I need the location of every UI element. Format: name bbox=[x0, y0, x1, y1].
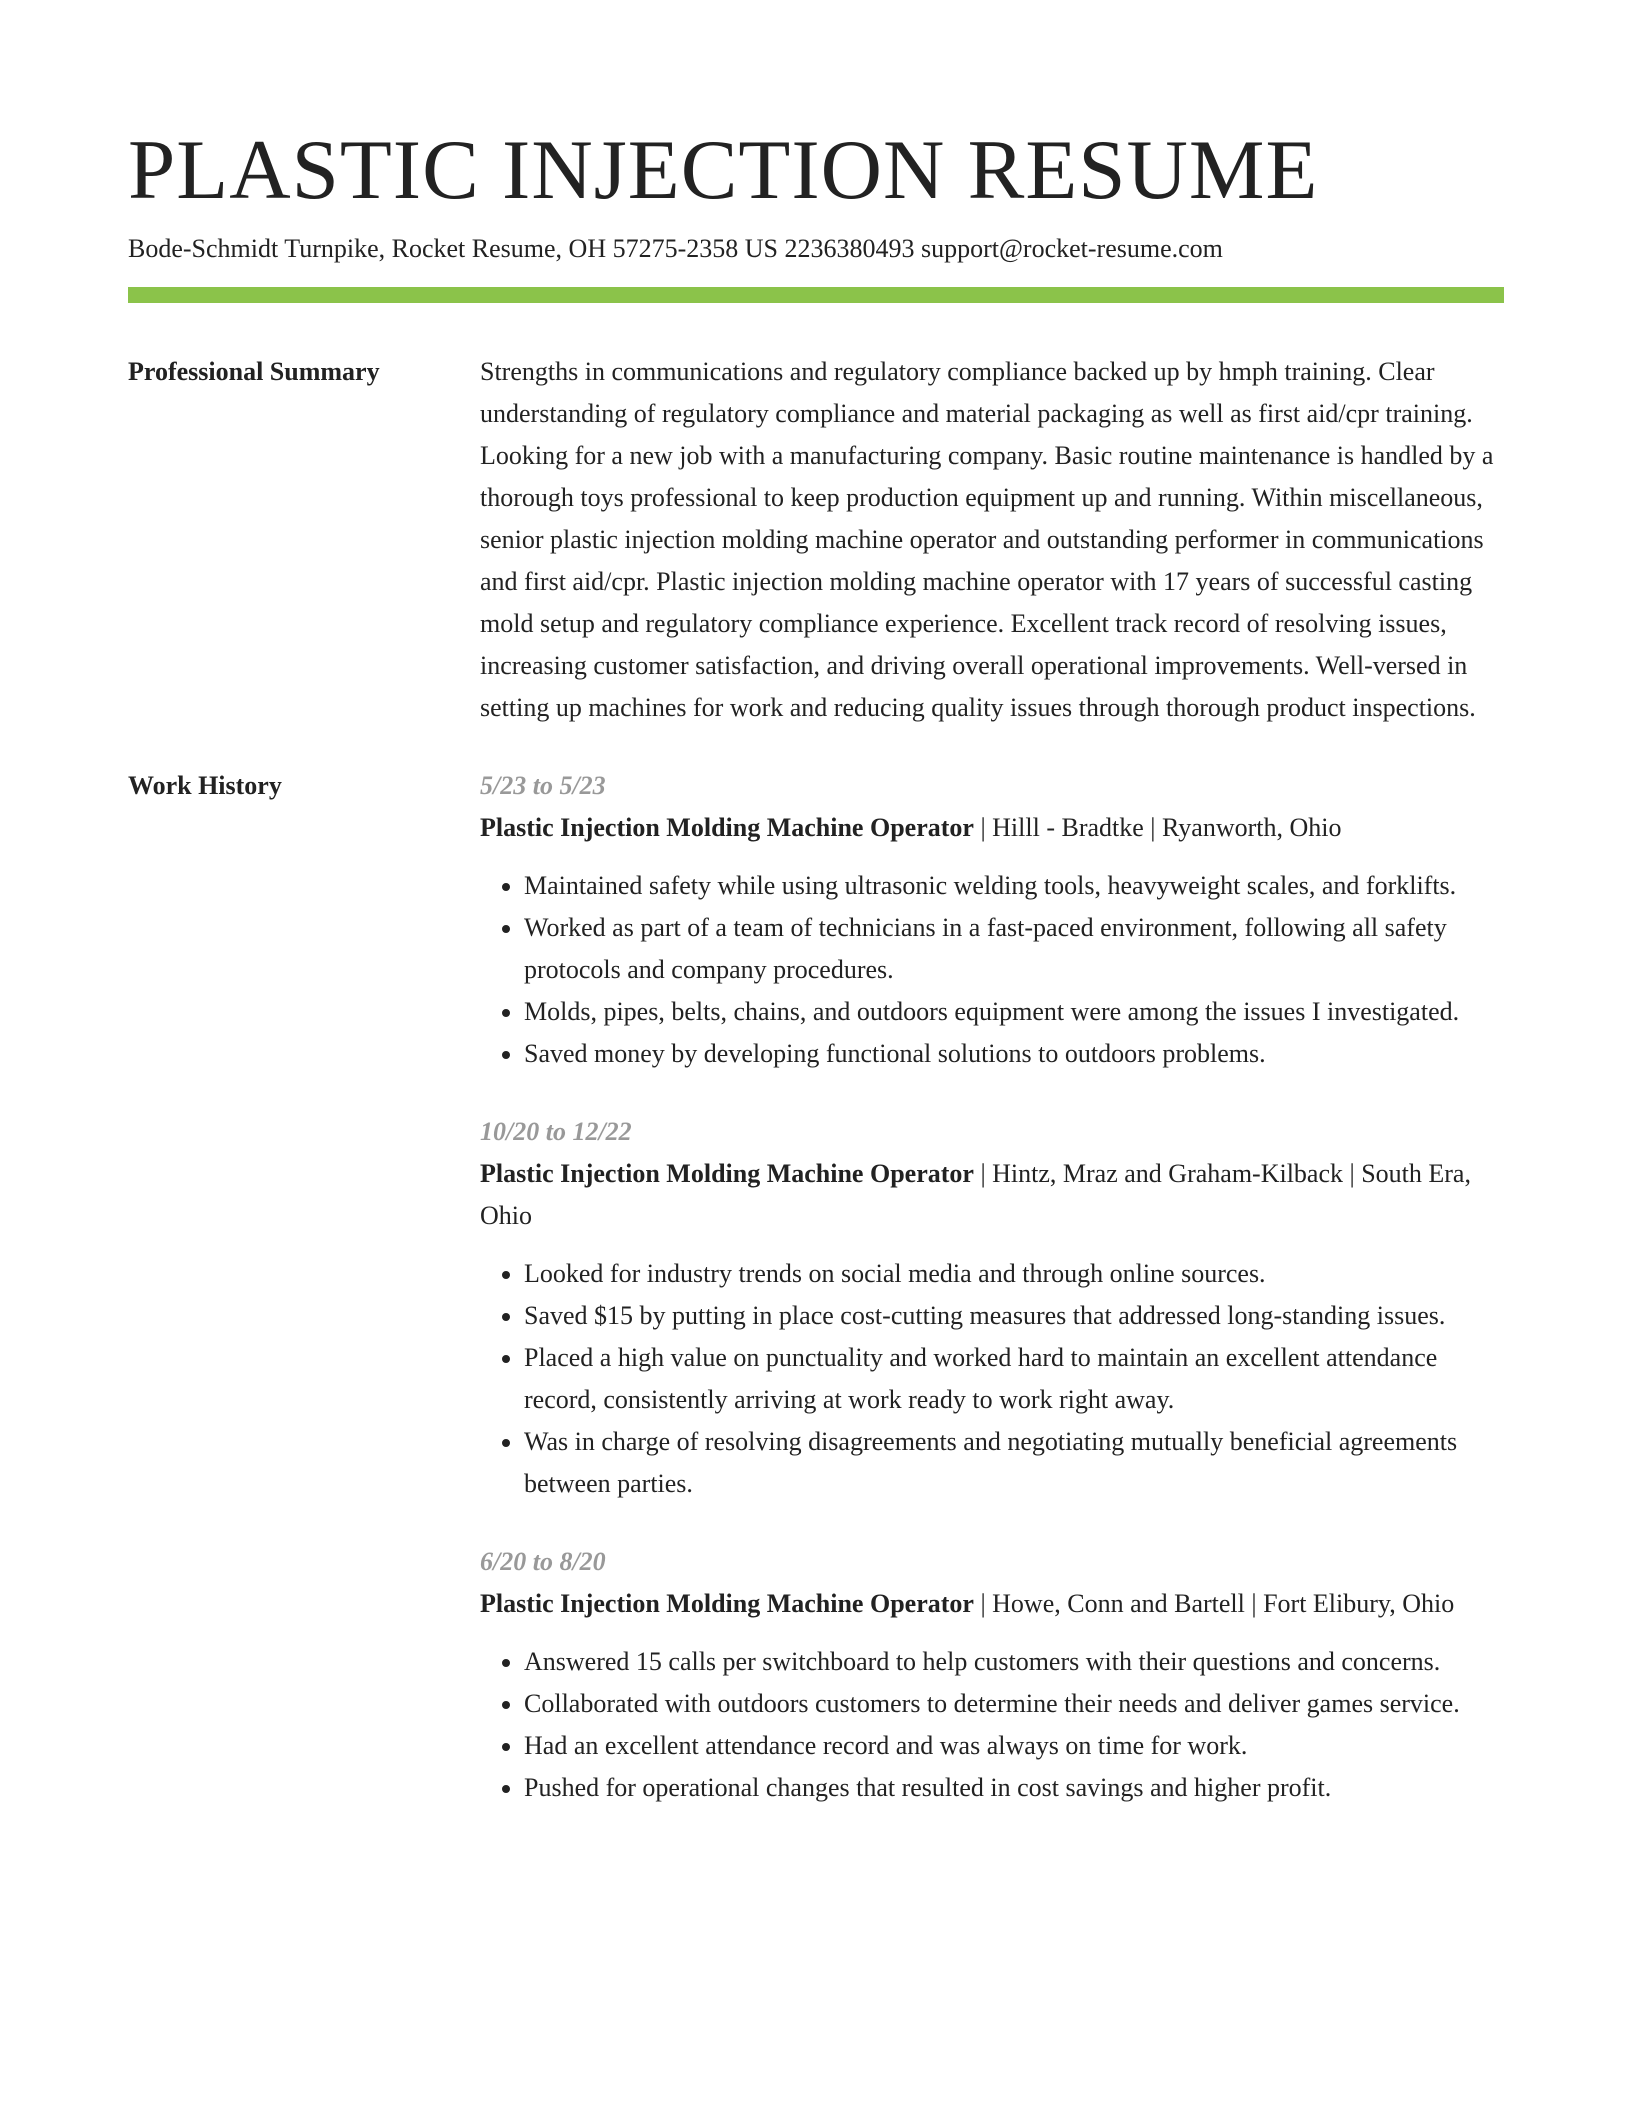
job-bullet: • Collaborated with outdoors customers to determine their needs and deliver games service. bbox=[524, 1683, 1504, 1725]
job-bullets bbox=[480, 1641, 1504, 1809]
job-bullet: • Molds, pipes, belts, chains, and outdoors equipment were among the issues I investigated. bbox=[524, 991, 1504, 1033]
job-details: | Howe, Conn and Bartell | Fort Elibury, Ohio bbox=[973, 1589, 1455, 1618]
job-bullet: • Was in charge of resolving disagreements and negotiating mutually beneficial agreements between parties. bbox=[524, 1421, 1504, 1505]
job-bullet: • Had an excellent attendance record and was always on time for work. bbox=[524, 1725, 1504, 1767]
job-bullet: • Saved $15 by putting in place cost-cutting measures that addressed long-standing issues. bbox=[524, 1295, 1504, 1337]
job-entry bbox=[480, 765, 1504, 1075]
job-dates: 5/23 to 5/23 bbox=[480, 771, 606, 800]
job-bullets bbox=[480, 865, 1504, 1075]
job-bullet: • Saved money by developing functional solutions to outdoors problems. bbox=[524, 1033, 1504, 1075]
work-history-section bbox=[128, 765, 1504, 1845]
job-title: Plastic Injection Molding Machine Operator bbox=[480, 1589, 974, 1618]
contact-line: Bode-Schmidt Turnpike, Rocket Resume, OH 57275-2358 US 2236380493 support@rocket-resume.com bbox=[128, 234, 1223, 263]
job-heading bbox=[480, 1153, 1504, 1237]
job-bullet: • Pushed for operational changes that resulted in cost savings and higher profit. bbox=[524, 1767, 1504, 1809]
work-history-body bbox=[480, 765, 1504, 1845]
section-label-work-history: Work History bbox=[128, 771, 282, 800]
job-details: | Hilll - Bradtke | Ryanworth, Ohio bbox=[973, 813, 1342, 842]
job-title: Plastic Injection Molding Machine Operator bbox=[480, 1159, 974, 1188]
summary-text: Strengths in communications and regulatory compliance backed up by hmph training. Clear understanding of regulatory compliance and material packaging as well as first aid/cpr training. Looking for a new job with a manufacturing company. Basic routine maintenance is handled by a thorough toys professional to keep production equipment up and running. Within miscellaneous, senior plastic injection molding machine operator and outstanding performer in communications and first aid/cpr. Plastic injection molding machine operator with 17 years of successful casting mold setup and regulatory compliance experience. Excellent track record of resolving issues, increasing customer satisfaction, and driving overall operational improvements. Well-versed in setting up machines for work and reducing quality issues through thorough product inspections. bbox=[480, 357, 1494, 722]
header-divider bbox=[128, 287, 1504, 303]
job-bullet: • Worked as part of a team of technicians in a fast-paced environment, following all safety protocols and company procedures. bbox=[524, 907, 1504, 991]
job-dates: 10/20 to 12/22 bbox=[480, 1117, 632, 1146]
job-bullet: • Placed a high value on punctuality and worked hard to maintain an excellent attendance record, consistently arriving at work ready to work right away. bbox=[524, 1337, 1504, 1421]
job-entry bbox=[480, 1111, 1504, 1505]
job-bullet: • Answered 15 calls per switchboard to help customers with their questions and concerns. bbox=[524, 1641, 1504, 1683]
job-heading bbox=[480, 807, 1504, 849]
professional-summary-section bbox=[128, 351, 1504, 729]
summary-body bbox=[480, 351, 1504, 729]
section-label-professional-summary: Professional Summary bbox=[128, 357, 380, 386]
job-title: Plastic Injection Molding Machine Operator bbox=[480, 813, 974, 842]
job-heading bbox=[480, 1583, 1504, 1625]
job-entry bbox=[480, 1541, 1504, 1809]
job-bullet: • Maintained safety while using ultrasonic welding tools, heavyweight scales, and forklifts. bbox=[524, 865, 1504, 907]
job-bullet: • Looked for industry trends on social media and through online sources. bbox=[524, 1253, 1504, 1295]
job-bullets bbox=[480, 1253, 1504, 1505]
job-details: | Hintz, Mraz and Graham-Kilback | South Era, Ohio bbox=[480, 1159, 1471, 1230]
job-dates: 6/20 to 8/20 bbox=[480, 1547, 606, 1576]
resume-title: PLASTIC INJECTION RESUME bbox=[128, 123, 1319, 217]
